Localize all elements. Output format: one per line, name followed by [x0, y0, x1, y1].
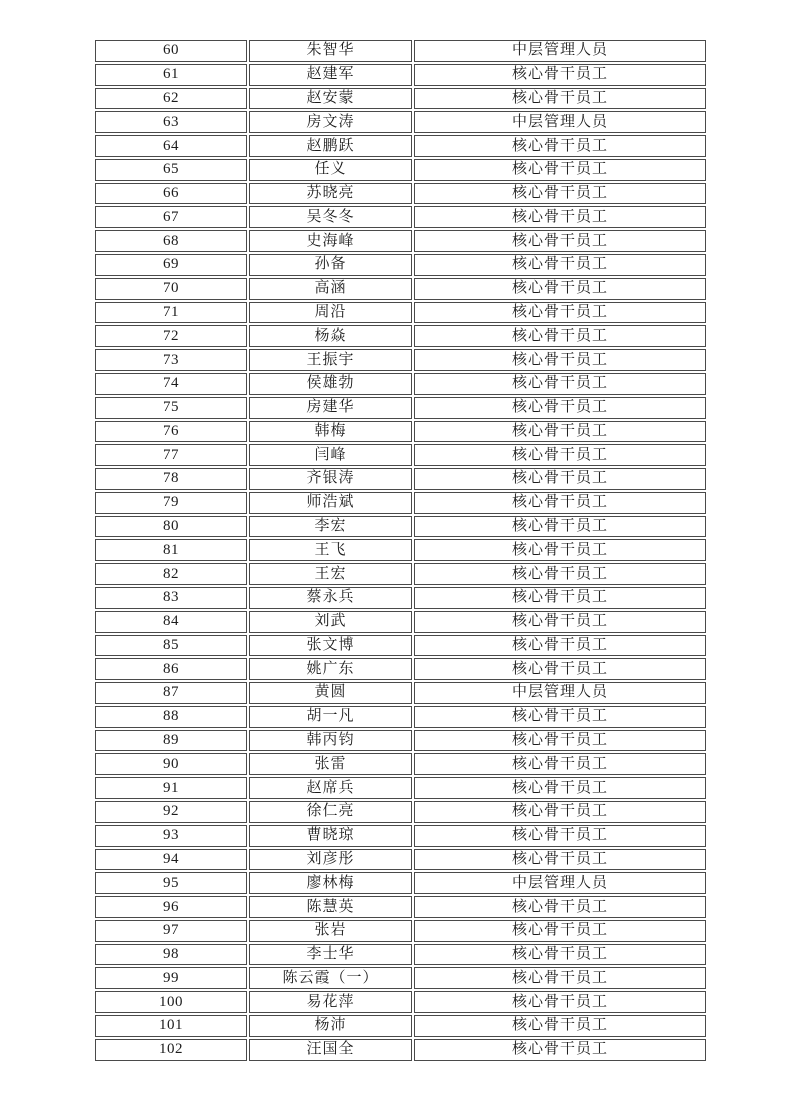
table-row [95, 468, 706, 490]
cell-employee-name: 陈云霞（一） [249, 967, 412, 989]
cell-employee-name: 王振宇 [249, 349, 412, 371]
cell-employee-name: 师浩斌 [249, 492, 412, 514]
cell-serial-number: 65 [95, 159, 247, 181]
cell-serial-number: 78 [95, 468, 247, 490]
table-row [95, 777, 706, 799]
cell-serial-number: 67 [95, 206, 247, 228]
cell-employee-category: 核心骨干员工 [414, 849, 706, 871]
cell-serial-number: 97 [95, 920, 247, 942]
cell-employee-name: 韩梅 [249, 421, 412, 443]
table-row [95, 1015, 706, 1037]
cell-employee-name: 李宏 [249, 516, 412, 538]
cell-serial-number: 66 [95, 183, 247, 205]
cell-employee-category: 核心骨干员工 [414, 64, 706, 86]
cell-employee-category: 核心骨干员工 [414, 563, 706, 585]
cell-serial-number: 60 [95, 40, 247, 62]
cell-serial-number: 100 [95, 991, 247, 1013]
cell-employee-name: 廖林梅 [249, 872, 412, 894]
table-row [95, 88, 706, 110]
cell-serial-number: 70 [95, 278, 247, 300]
cell-employee-category: 核心骨干员工 [414, 730, 706, 752]
cell-employee-category: 中层管理人员 [414, 872, 706, 894]
cell-serial-number: 96 [95, 896, 247, 918]
table-row [95, 1039, 706, 1061]
cell-serial-number: 98 [95, 944, 247, 966]
table-row [95, 40, 706, 62]
cell-employee-category: 核心骨干员工 [414, 777, 706, 799]
cell-employee-name: 苏晓亮 [249, 183, 412, 205]
table-row [95, 801, 706, 823]
cell-employee-name: 房建华 [249, 397, 412, 419]
cell-employee-category: 核心骨干员工 [414, 278, 706, 300]
cell-serial-number: 71 [95, 302, 247, 324]
cell-employee-category: 核心骨干员工 [414, 492, 706, 514]
cell-employee-category: 中层管理人员 [414, 682, 706, 704]
cell-employee-category: 核心骨干员工 [414, 706, 706, 728]
cell-serial-number: 74 [95, 373, 247, 395]
table-row [95, 635, 706, 657]
cell-employee-category: 核心骨干员工 [414, 421, 706, 443]
table-row [95, 373, 706, 395]
table-row [95, 325, 706, 347]
cell-employee-category: 中层管理人员 [414, 111, 706, 133]
table-row [95, 64, 706, 86]
cell-serial-number: 82 [95, 563, 247, 585]
cell-employee-name: 胡一凡 [249, 706, 412, 728]
table-row [95, 135, 706, 157]
cell-employee-name: 刘武 [249, 611, 412, 633]
cell-employee-name: 周沿 [249, 302, 412, 324]
cell-employee-category: 核心骨干员工 [414, 397, 706, 419]
cell-serial-number: 89 [95, 730, 247, 752]
table-row [95, 991, 706, 1013]
cell-employee-name: 闫峰 [249, 444, 412, 466]
cell-employee-category: 核心骨干员工 [414, 302, 706, 324]
cell-employee-name: 黄圆 [249, 682, 412, 704]
cell-serial-number: 77 [95, 444, 247, 466]
cell-employee-name: 刘彦彤 [249, 849, 412, 871]
cell-employee-name: 张文博 [249, 635, 412, 657]
cell-serial-number: 99 [95, 967, 247, 989]
cell-employee-category: 核心骨干员工 [414, 183, 706, 205]
cell-employee-name: 杨沛 [249, 1015, 412, 1037]
table-row [95, 706, 706, 728]
cell-employee-name: 赵安蒙 [249, 88, 412, 110]
cell-employee-category: 核心骨干员工 [414, 230, 706, 252]
cell-serial-number: 85 [95, 635, 247, 657]
table-row [95, 421, 706, 443]
cell-employee-name: 王宏 [249, 563, 412, 585]
cell-employee-name: 姚广东 [249, 658, 412, 680]
table-row [95, 849, 706, 871]
table-row [95, 230, 706, 252]
cell-employee-name: 房文涛 [249, 111, 412, 133]
table-row [95, 825, 706, 847]
table-row [95, 967, 706, 989]
cell-serial-number: 69 [95, 254, 247, 276]
cell-employee-name: 赵建军 [249, 64, 412, 86]
table-row [95, 539, 706, 561]
table-row [95, 444, 706, 466]
table-row [95, 920, 706, 942]
cell-employee-name: 高涵 [249, 278, 412, 300]
employee-table-body [95, 40, 706, 1061]
cell-employee-category: 核心骨干员工 [414, 88, 706, 110]
cell-employee-name: 韩丙钧 [249, 730, 412, 752]
cell-serial-number: 75 [95, 397, 247, 419]
cell-employee-name: 汪国全 [249, 1039, 412, 1061]
cell-serial-number: 95 [95, 872, 247, 894]
cell-employee-name: 蔡永兵 [249, 587, 412, 609]
table-row [95, 159, 706, 181]
table-row [95, 278, 706, 300]
cell-employee-name: 杨焱 [249, 325, 412, 347]
cell-serial-number: 62 [95, 88, 247, 110]
cell-employee-name: 李士华 [249, 944, 412, 966]
cell-serial-number: 93 [95, 825, 247, 847]
cell-serial-number: 101 [95, 1015, 247, 1037]
cell-serial-number: 86 [95, 658, 247, 680]
cell-serial-number: 87 [95, 682, 247, 704]
table-row [95, 682, 706, 704]
cell-employee-category: 核心骨干员工 [414, 516, 706, 538]
cell-employee-category: 核心骨干员工 [414, 159, 706, 181]
cell-employee-name: 任义 [249, 159, 412, 181]
cell-employee-category: 核心骨干员工 [414, 753, 706, 775]
cell-employee-category: 核心骨干员工 [414, 135, 706, 157]
cell-employee-name: 朱智华 [249, 40, 412, 62]
cell-serial-number: 73 [95, 349, 247, 371]
cell-employee-category: 核心骨干员工 [414, 444, 706, 466]
cell-serial-number: 76 [95, 421, 247, 443]
cell-serial-number: 80 [95, 516, 247, 538]
table-row [95, 587, 706, 609]
cell-employee-category: 核心骨干员工 [414, 896, 706, 918]
cell-serial-number: 94 [95, 849, 247, 871]
cell-employee-category: 核心骨干员工 [414, 658, 706, 680]
cell-serial-number: 81 [95, 539, 247, 561]
cell-employee-category: 核心骨干员工 [414, 920, 706, 942]
cell-employee-category: 核心骨干员工 [414, 967, 706, 989]
cell-employee-name: 吴冬冬 [249, 206, 412, 228]
cell-employee-name: 张岩 [249, 920, 412, 942]
employee-roster-table [93, 38, 708, 1063]
cell-serial-number: 72 [95, 325, 247, 347]
cell-employee-name: 曹晓琼 [249, 825, 412, 847]
cell-employee-category: 中层管理人员 [414, 40, 706, 62]
cell-employee-category: 核心骨干员工 [414, 1015, 706, 1037]
cell-employee-category: 核心骨干员工 [414, 944, 706, 966]
table-row [95, 753, 706, 775]
cell-employee-category: 核心骨干员工 [414, 635, 706, 657]
cell-employee-category: 核心骨干员工 [414, 825, 706, 847]
cell-serial-number: 63 [95, 111, 247, 133]
table-row [95, 872, 706, 894]
cell-employee-category: 核心骨干员工 [414, 325, 706, 347]
cell-employee-name: 史海峰 [249, 230, 412, 252]
cell-serial-number: 84 [95, 611, 247, 633]
cell-employee-name: 张雷 [249, 753, 412, 775]
table-row [95, 183, 706, 205]
cell-serial-number: 68 [95, 230, 247, 252]
cell-employee-name: 易花萍 [249, 991, 412, 1013]
cell-employee-name: 王飞 [249, 539, 412, 561]
table-row [95, 944, 706, 966]
cell-serial-number: 61 [95, 64, 247, 86]
cell-serial-number: 83 [95, 587, 247, 609]
cell-employee-category: 核心骨干员工 [414, 587, 706, 609]
table-row [95, 254, 706, 276]
cell-employee-category: 核心骨干员工 [414, 373, 706, 395]
cell-serial-number: 79 [95, 492, 247, 514]
cell-employee-category: 核心骨干员工 [414, 801, 706, 823]
table-row [95, 206, 706, 228]
table-row [95, 397, 706, 419]
cell-employee-name: 齐银涛 [249, 468, 412, 490]
cell-serial-number: 91 [95, 777, 247, 799]
cell-serial-number: 64 [95, 135, 247, 157]
cell-employee-category: 核心骨干员工 [414, 539, 706, 561]
cell-serial-number: 92 [95, 801, 247, 823]
table-row [95, 730, 706, 752]
cell-employee-category: 核心骨干员工 [414, 611, 706, 633]
cell-employee-category: 核心骨干员工 [414, 206, 706, 228]
cell-employee-category: 核心骨干员工 [414, 254, 706, 276]
cell-employee-category: 核心骨干员工 [414, 349, 706, 371]
cell-employee-name: 孙备 [249, 254, 412, 276]
cell-employee-name: 赵鹏跃 [249, 135, 412, 157]
cell-employee-name: 赵席兵 [249, 777, 412, 799]
table-row [95, 492, 706, 514]
cell-employee-category: 核心骨干员工 [414, 991, 706, 1013]
table-row [95, 611, 706, 633]
cell-employee-name: 陈慧英 [249, 896, 412, 918]
cell-serial-number: 90 [95, 753, 247, 775]
table-row [95, 111, 706, 133]
cell-employee-category: 核心骨干员工 [414, 468, 706, 490]
cell-employee-name: 侯雄勃 [249, 373, 412, 395]
table-row [95, 302, 706, 324]
table-row [95, 349, 706, 371]
table-row [95, 658, 706, 680]
cell-serial-number: 88 [95, 706, 247, 728]
cell-employee-name: 徐仁亮 [249, 801, 412, 823]
table-row [95, 896, 706, 918]
table-row [95, 563, 706, 585]
table-row [95, 516, 706, 538]
cell-employee-category: 核心骨干员工 [414, 1039, 706, 1061]
cell-serial-number: 102 [95, 1039, 247, 1061]
